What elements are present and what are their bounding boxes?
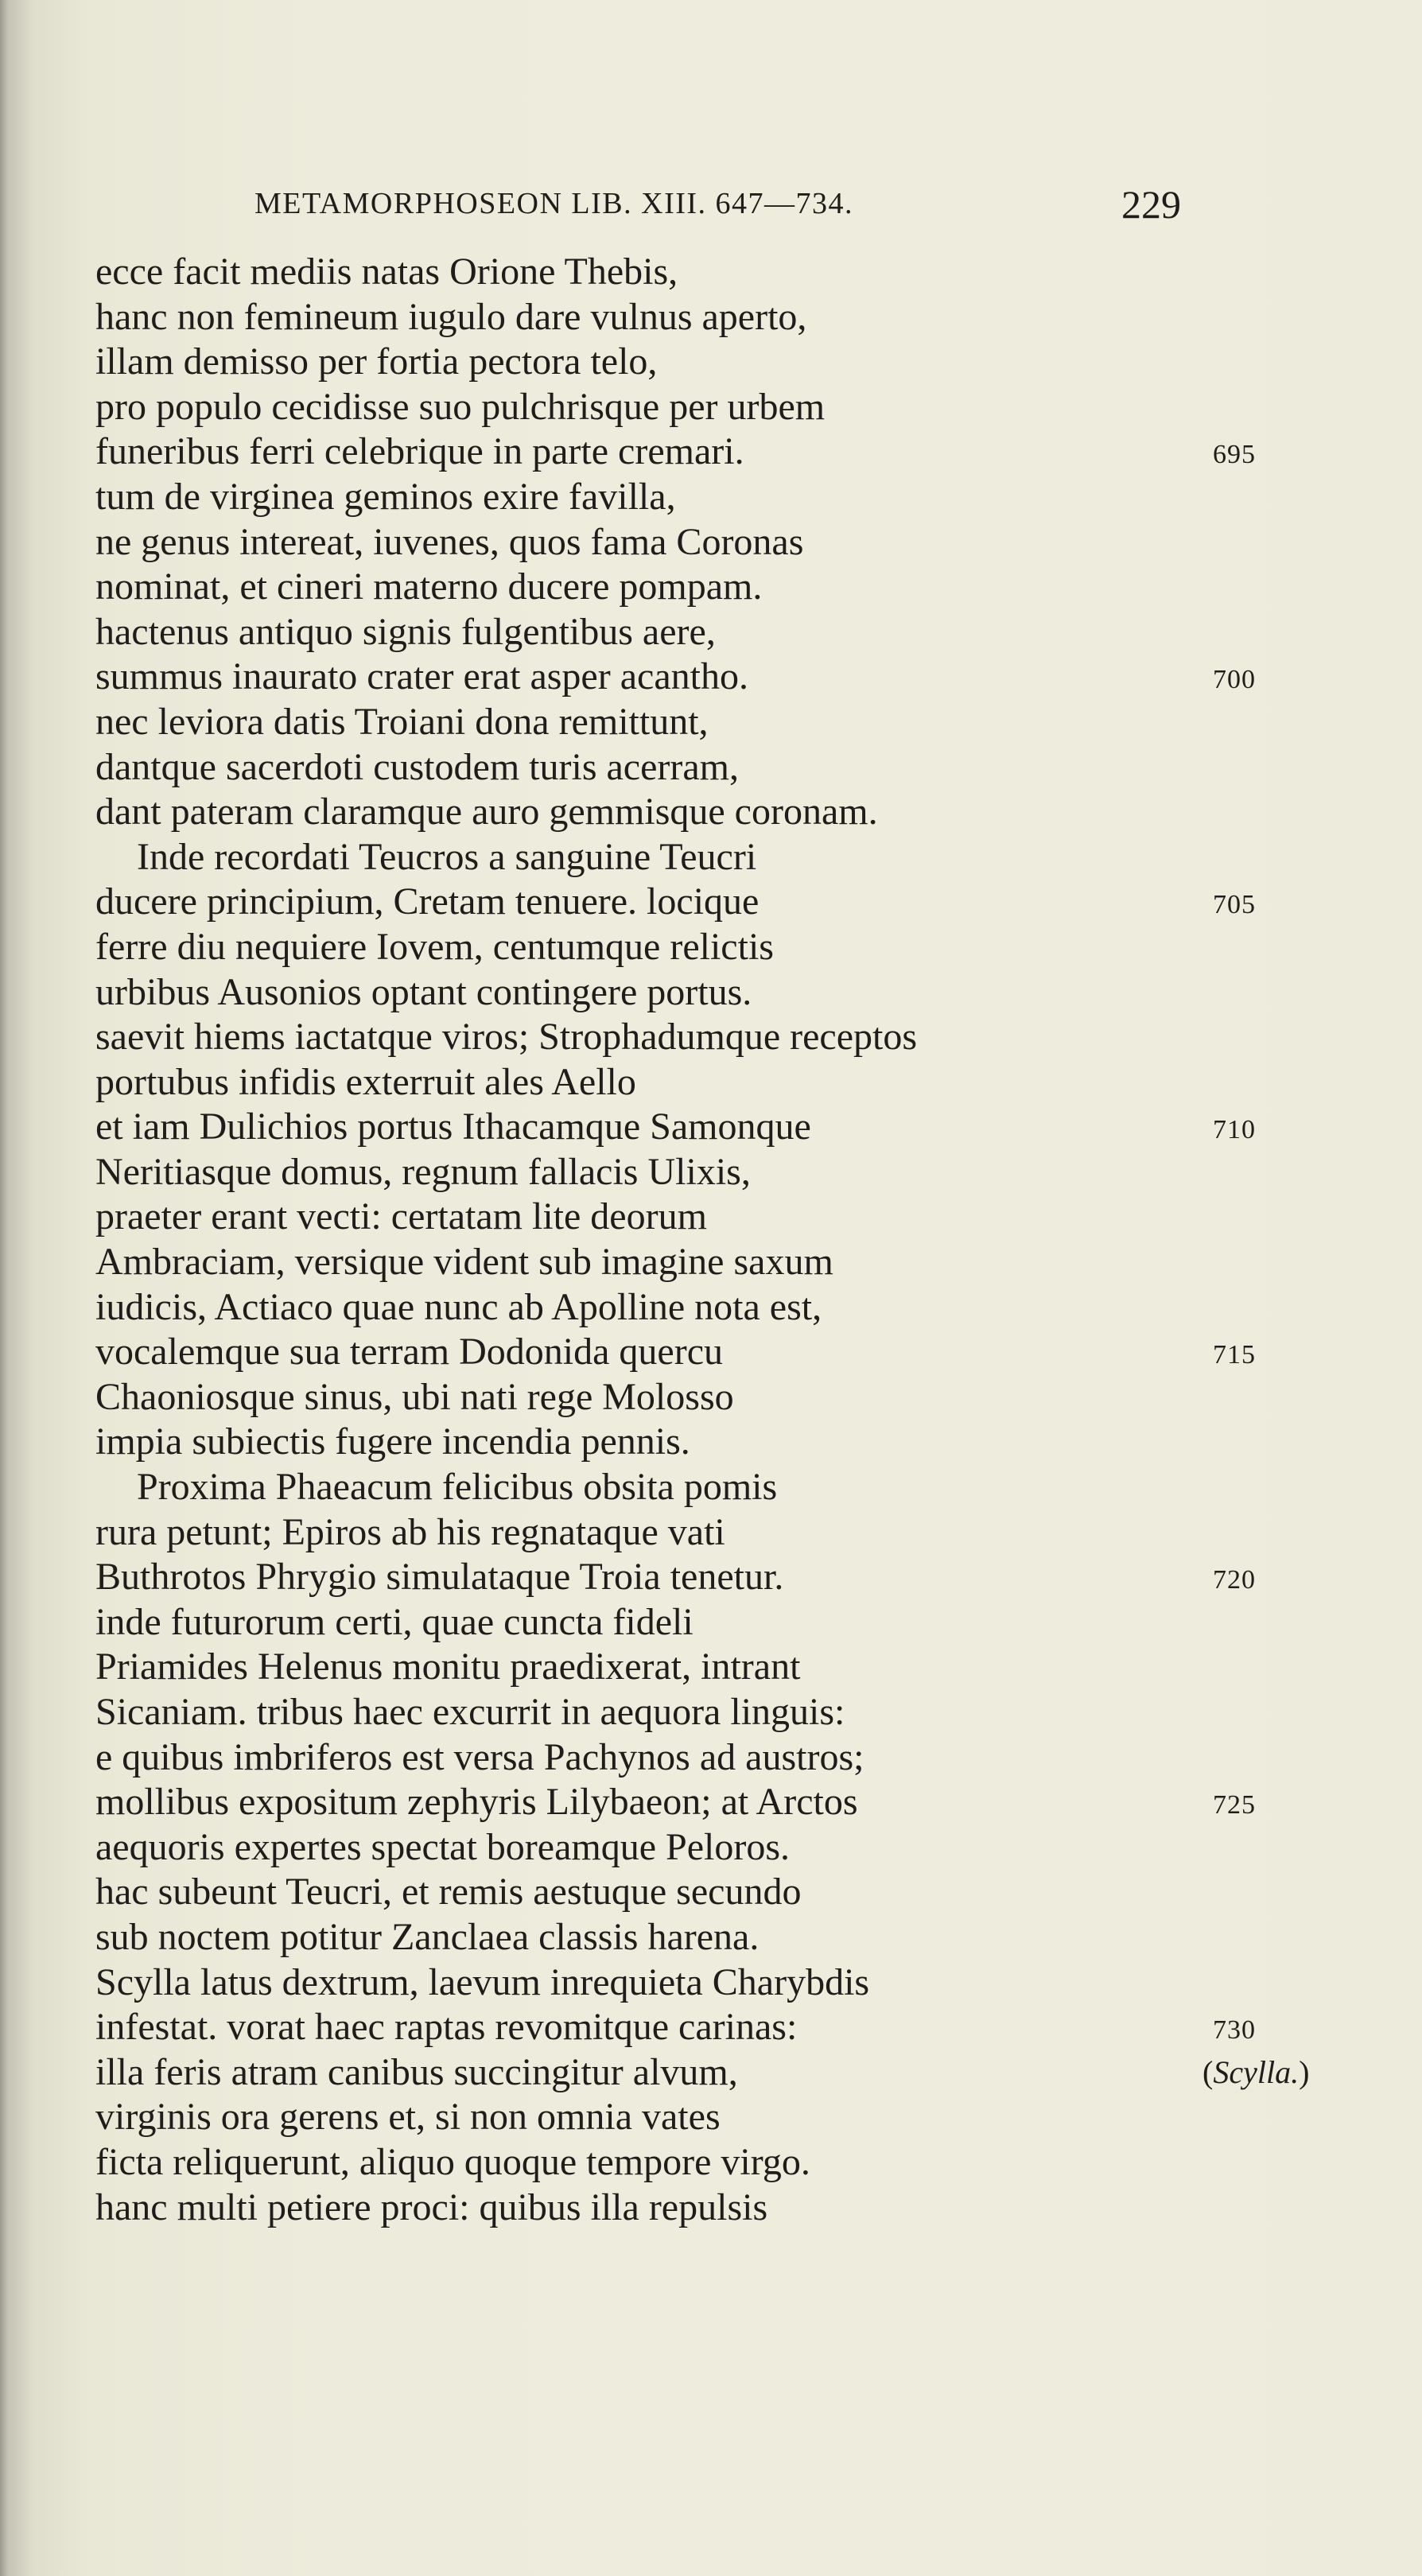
marginal-note — [1202, 2050, 1309, 2096]
verse-line — [95, 1915, 1336, 1960]
verse-line — [95, 1105, 1336, 1150]
verse-line — [95, 250, 1336, 295]
verse-text: sub noctem potitur Zanclaea classis harena. — [95, 1915, 760, 1958]
verse-text: portubus infidis exterruit ales Aello — [95, 1060, 636, 1103]
line-number: 700 — [1213, 665, 1256, 695]
note-paren-close: ) — [1299, 2053, 1310, 2090]
verse-text: funeribus ferri celebrique in parte cremari. — [95, 430, 744, 473]
verse-line — [95, 610, 1336, 655]
verse-text: pro populo cecidisse suo pulchrisque per urbem — [95, 385, 826, 428]
verse-text: Neritiasque domus, regnum fallacis Ulixis, — [95, 1150, 751, 1193]
verse-line — [95, 1645, 1336, 1690]
verse-text: hactenus antiquo signis fulgentibus aere, — [95, 610, 716, 653]
verse-line — [95, 520, 1336, 565]
verse-text: Proxima Phaeacum felicibus obsita pomis — [137, 1466, 778, 1509]
verse-line — [95, 1690, 1336, 1735]
verse-line — [95, 1150, 1336, 1195]
verse-line — [95, 2186, 1336, 2231]
verse-line — [95, 1285, 1336, 1331]
verse-text: e quibus imbriferos est versa Pachynos ad austros; — [95, 1735, 864, 1778]
verse-text: virginis ora gerens et, si non omnia vates — [95, 2096, 721, 2139]
verse-line — [95, 1465, 1336, 1510]
verse-text: iudicis, Actiaco quae nunc ab Apolline nota est, — [95, 1285, 822, 1328]
line-number: 715 — [1213, 1340, 1256, 1370]
verse-text: Ambraciam, versique vident sub imagine saxum — [95, 1241, 833, 1284]
verse-text: hac subeunt Teucri, et remis aestuque secundo — [95, 1871, 802, 1914]
verse-text: Chaoniosque sinus, ubi nati rege Molosso — [95, 1375, 734, 1418]
verse-text: Priamides Helenus monitu praedixerat, intrant — [95, 1645, 801, 1688]
verse-line — [95, 1375, 1336, 1420]
verse-line — [95, 565, 1336, 610]
verse-text: aequoris expertes spectat boreamque Peloros. — [95, 1825, 791, 1868]
verse-text: ferre diu nequiere Iovem, centumque relictis — [95, 925, 774, 968]
verse-line — [95, 1510, 1336, 1556]
verse-text: praeter erant vecti: certatam lite deorum — [95, 1195, 707, 1238]
line-number: 705 — [1213, 890, 1256, 920]
verse-text: rura petunt; Epiros ab his regnataque vati — [95, 1510, 725, 1553]
verse-line — [95, 655, 1336, 700]
verse-text: ne genus intereat, iuvenes, quos fama Coronas — [95, 520, 804, 563]
verse-line — [95, 1870, 1336, 1915]
verse-line — [95, 340, 1336, 385]
verse-text: Scylla latus dextrum, laevum inrequieta Charybdis — [95, 1960, 870, 2003]
verse-text: Sicaniam. tribus haec excurrit in aequora linguis: — [95, 1691, 845, 1733]
verse-line — [95, 2050, 1336, 2096]
page-header — [0, 181, 1422, 229]
verse-line — [95, 385, 1336, 430]
line-number: 730 — [1213, 2015, 1256, 2046]
verse-line — [95, 880, 1336, 925]
verse-text: illam demisso per fortia pectora telo, — [95, 340, 658, 383]
verse-line — [95, 295, 1336, 340]
verse-text: dantque sacerdoti custodem turis acerram, — [95, 745, 740, 788]
verse-line — [95, 1735, 1336, 1781]
verse-text: urbibus Ausonios optant contingere portus. — [95, 970, 752, 1013]
verse-block — [95, 250, 1336, 2230]
verse-line — [95, 2005, 1336, 2050]
marginal-note-text: Scylla. — [1213, 2053, 1300, 2090]
verse-line — [95, 1780, 1336, 1825]
verse-text: ducere principium, Cretam tenuere. locique — [95, 880, 760, 923]
line-number: 695 — [1213, 440, 1256, 470]
verse-line — [95, 1960, 1336, 2006]
verse-line — [95, 2140, 1336, 2186]
verse-line — [95, 1600, 1336, 1645]
page-number: 229 — [1121, 182, 1181, 227]
verse-text: ecce facit mediis natas Orione Thebis, — [95, 251, 678, 293]
verse-text: inde futurorum certi, quae cuncta fideli — [95, 1600, 694, 1643]
verse-text: infestat. vorat haec raptas revomitque carinas: — [95, 2006, 798, 2049]
note-paren-open: ( — [1202, 2053, 1214, 2090]
verse-text: impia subiectis fugere incendia pennis. — [95, 1420, 690, 1463]
verse-line — [95, 429, 1336, 475]
verse-line — [95, 1240, 1336, 1285]
verse-line — [95, 970, 1336, 1016]
verse-text: vocalemque sua terram Dodonida quercu — [95, 1331, 724, 1373]
verse-text: mollibus expositum zephyris Lilybaeon; at Arctos — [95, 1781, 858, 1824]
verse-text: saevit hiems iactatque viros; Strophadumque receptos — [95, 1016, 918, 1059]
verse-line — [95, 1555, 1336, 1600]
verse-line — [95, 1330, 1336, 1375]
verse-text: Buthrotos Phrygio simulataque Troia tenetur. — [95, 1556, 784, 1599]
verse-line — [95, 745, 1336, 791]
verse-text: ficta reliquerunt, aliquo quoque tempore virgo. — [95, 2140, 810, 2183]
verse-text: nec leviora datis Troiani dona remittunt, — [95, 700, 709, 743]
verse-line — [95, 1825, 1336, 1871]
line-number: 710 — [1213, 1115, 1256, 1145]
verse-line — [95, 835, 1336, 880]
verse-line — [95, 700, 1336, 745]
line-number: 720 — [1213, 1565, 1256, 1595]
verse-text: Inde recordati Teucros a sanguine Teucri — [137, 835, 757, 878]
verse-line — [95, 2095, 1336, 2140]
verse-text: hanc multi petiere proci: quibus illa repulsis — [95, 2186, 768, 2228]
running-head: METAMORPHOSEON LIB. XIII. 647—734. — [254, 187, 854, 220]
verse-line — [95, 1420, 1336, 1465]
verse-line — [95, 925, 1336, 970]
verse-line — [95, 1015, 1336, 1060]
verse-line — [95, 790, 1336, 835]
verse-text: summus inaurato crater erat asper acantho. — [95, 655, 748, 698]
verse-line — [95, 1195, 1336, 1240]
verse-text: et iam Dulichios portus Ithacamque Samonque — [95, 1105, 811, 1148]
verse-text: tum de virginea geminos exire favilla, — [95, 475, 676, 518]
verse-text: hanc non femineum iugulo dare vulnus aperto, — [95, 295, 807, 338]
verse-line — [95, 475, 1336, 520]
line-number: 725 — [1213, 1790, 1256, 1820]
verse-text: illa feris atram canibus succingitur alvum, — [95, 2050, 738, 2093]
verse-line — [95, 1060, 1336, 1105]
verse-text: nominat, et cineri materno ducere pompam. — [95, 565, 763, 608]
verse-text: dant pateram claramque auro gemmisque coronam. — [95, 791, 878, 833]
